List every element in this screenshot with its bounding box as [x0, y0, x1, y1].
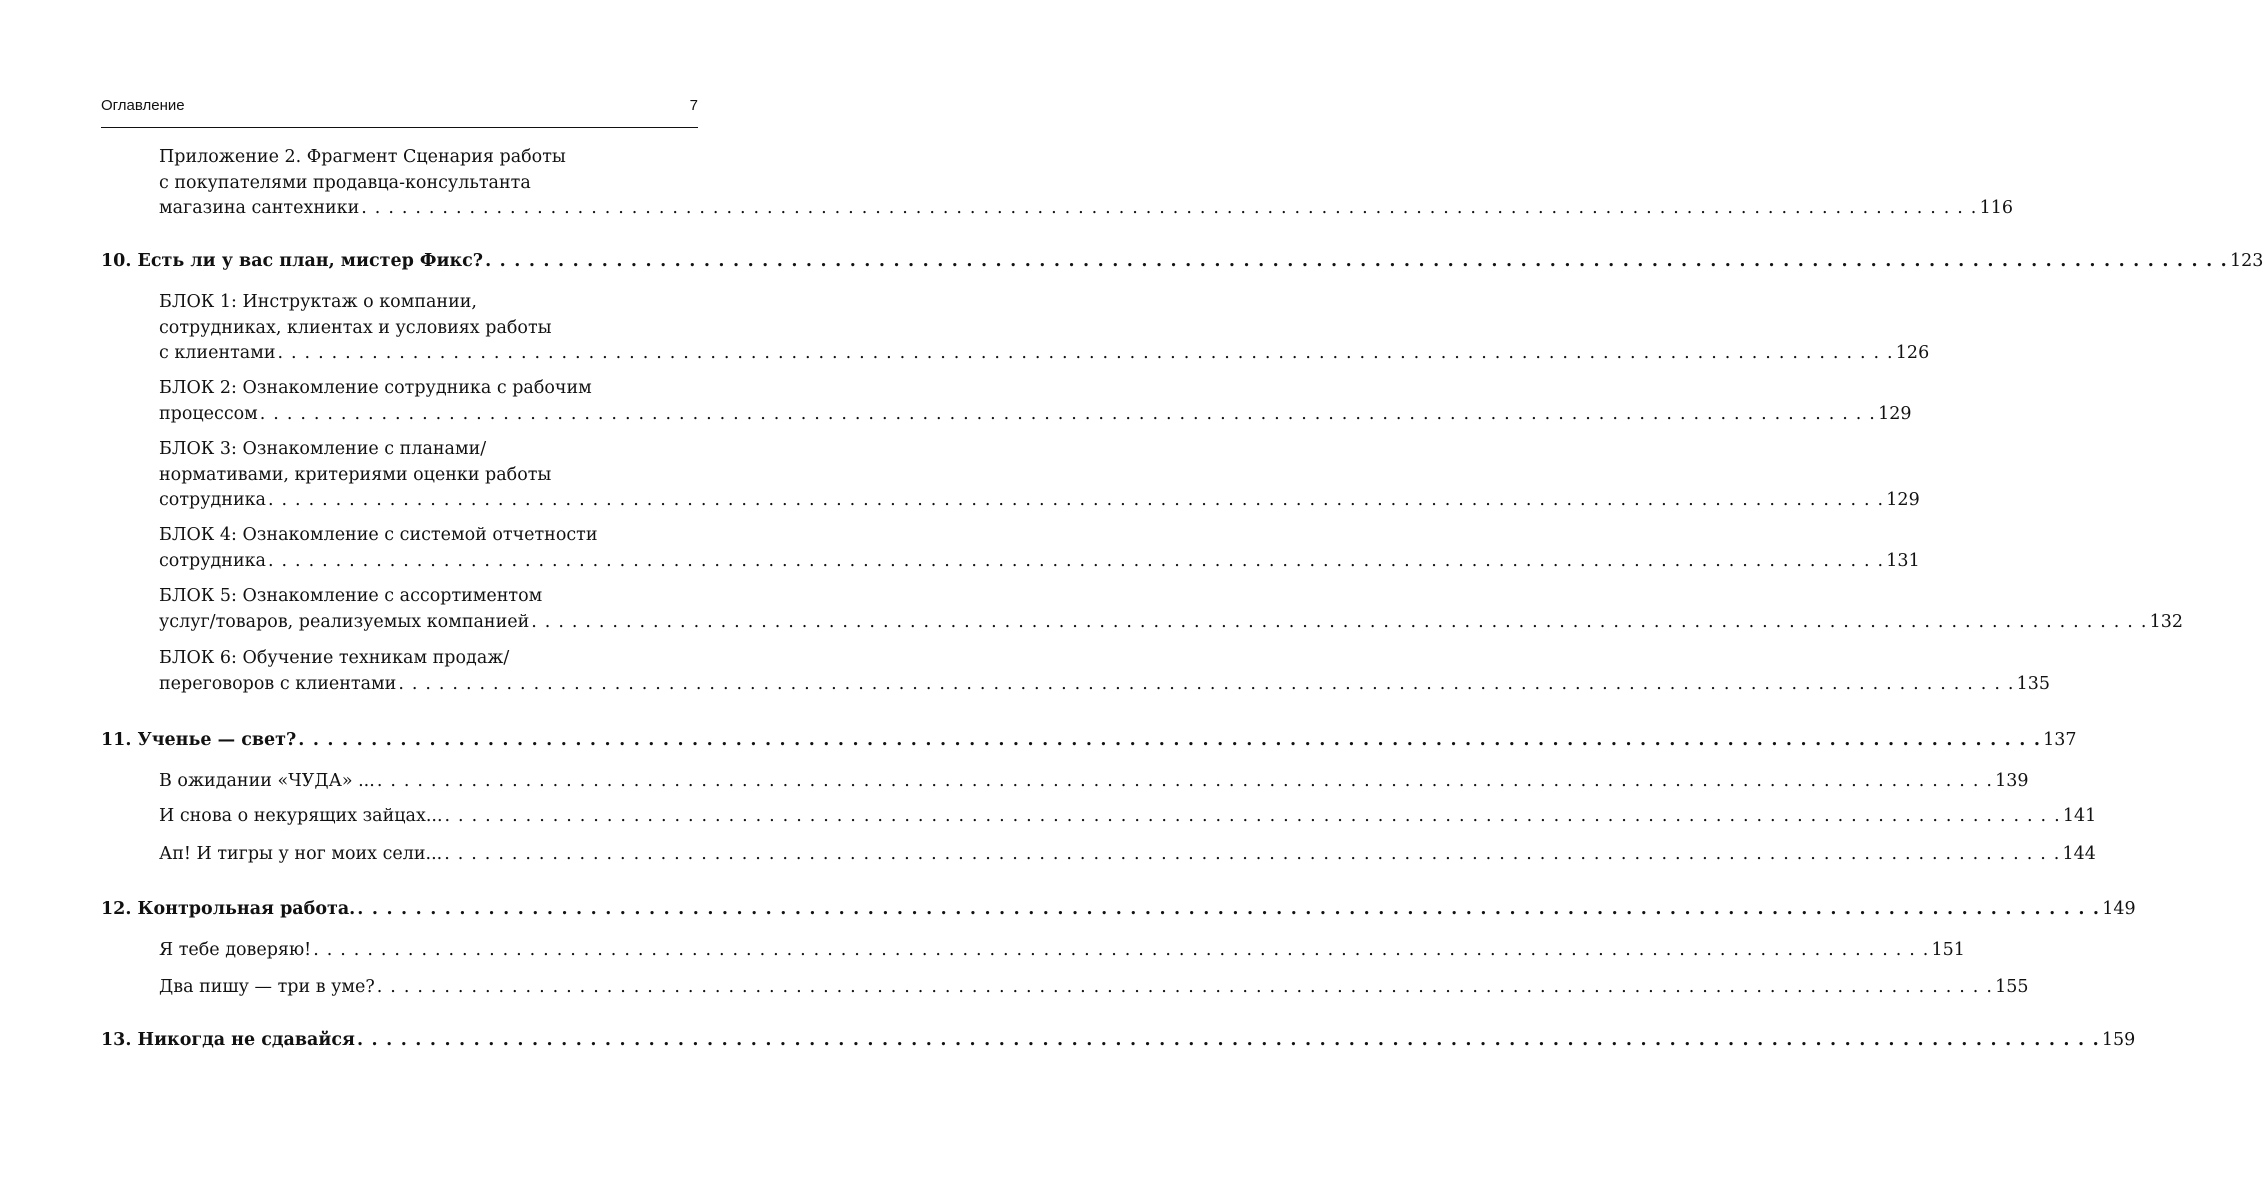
- dot-leader: . . . . . . . . . . . . . . . . . . . . . . . . . . . . . . . . . . . . . . . . . . . . . . . . . . . . . . . . . . . . . . . . . . . . . . . . . . . . . . . . . . . . . . . . . . . . . . . . . . . . . . . . . . . . . . . . . . . . . . . .: [398, 673, 2015, 694]
- dot-leader: . . . . . . . . . . . . . . . . . . . . . . . . . . . . . . . . . . . . . . . . . . . . . . . . . . . . . . . . . . . . . . . . . . . . . . . . . . . . . . . . . . . . . . . . . . . . . . . . . . . . . . . . . . . . . . . . . . . . . . . .: [531, 611, 2148, 632]
- toc-chapter-title: 13. Никогда не сдавайся: [101, 1030, 355, 1050]
- toc-page-number: 126: [1895, 343, 1930, 363]
- toc-entry-text-line: И снова о некурящих зайцах...: [159, 806, 443, 826]
- toc-entry-text-line: В ожидании «ЧУДА» ...: [159, 771, 375, 791]
- toc-chapter-13: [101, 1028, 2136, 1054]
- toc-chapter-10: [101, 249, 2263, 275]
- toc-page-number: 132: [2149, 611, 2183, 632]
- toc-page-number: 151: [1931, 940, 1965, 960]
- toc-entry-text-line: Приложение 2. Фрагмент Сценария работы: [159, 147, 566, 167]
- toc-entry-blok-3: [159, 437, 1920, 514]
- toc-entry-chuda: [159, 769, 2029, 795]
- toc-entry-text-line: БЛОК 3: Ознакомление с планами/: [159, 439, 487, 459]
- dot-leader: . . . . . . . . . . . . . . . . . . . . . . . . . . . . . . . . . . . . . . . . . . . . . . . . . . . . . . . . . . . . . . . . . . . . . . . . . . . . . . . . . . . . . . . . . . . . . . . . . . . . . . . . . . . . . . . . . . . . . . . .: [376, 771, 1994, 791]
- dot-leader: . . . . . . . . . . . . . . . . . . . . . . . . . . . . . . . . . . . . . . . . . . . . . . . . . . . . . . . . . . . . . . . . . . . . . . . . . . . . . . . . . . . . . . . . . . . . . . . . . . . . . . . . . . . . . . . . . . . . . . . .: [357, 899, 2101, 919]
- toc-page-number: 131: [1886, 550, 1920, 571]
- running-head-title: Оглавление: [101, 97, 185, 114]
- toc-entry-blok-6: [159, 646, 2051, 697]
- toc-page-number: 123: [2229, 251, 2263, 271]
- toc-entry-text-line: с покупателями продавца-консультанта: [159, 172, 531, 193]
- toc-entry-text-line: сотрудника: [159, 550, 266, 571]
- toc-entry-doveryayu: [159, 938, 1965, 964]
- toc-entry-blok-5: [159, 584, 2183, 635]
- dot-leader: . . . . . . . . . . . . . . . . . . . . . . . . . . . . . . . . . . . . . . . . . . . . . . . . . . . . . . . . . . . . . . . . . . . . . . . . . . . . . . . . . . . . . . . . . . . . . . . . . . . . . . . . . . . . . . . . . . . . . . . .: [259, 403, 1877, 424]
- toc-entry-text-line: нормативами, критериями оценки работы: [159, 464, 552, 485]
- toc-chapter-11: [101, 728, 2077, 754]
- toc-page-number: 155: [1995, 977, 2029, 997]
- dot-leader: . . . . . . . . . . . . . . . . . . . . . . . . . . . . . . . . . . . . . . . . . . . . . . . . . . . . . . . . . . . . . . . . . . . . . . . . . . . . . . . . . . . . . . . . . . . . . . . . . . . . . . . . . . . . . . . . . . . . . . . .: [268, 490, 1885, 510]
- toc-chapter-title: 12. Контрольная работа.: [101, 899, 356, 919]
- toc-entry-text-line: сотрудника: [159, 490, 266, 510]
- toc-page-number: 149: [2102, 899, 2136, 919]
- toc-entry-text-line: сотрудниках, клиентах и условиях работы: [159, 317, 552, 338]
- toc-entry-text-line: услуг/товаров, реализуемых компанией: [159, 611, 530, 632]
- toc-entry-dva-pishu: [159, 975, 2029, 1001]
- dot-leader: . . . . . . . . . . . . . . . . . . . . . . . . . . . . . . . . . . . . . . . . . . . . . . . . . . . . . . . . . . . . . . . . . . . . . . . . . . . . . . . . . . . . . . . . . . . . . . . . . . . . . . . . . . . . . . . . . . . . . . . .: [361, 198, 1978, 218]
- toc-entry-text-line: БЛОК 1: Инструктаж о компании,: [159, 292, 477, 312]
- toc-entry-text-line: Я тебе доверяю!: [159, 940, 312, 960]
- toc-page-number: 139: [1995, 771, 2029, 791]
- dot-leader: . . . . . . . . . . . . . . . . . . . . . . . . . . . . . . . . . . . . . . . . . . . . . . . . . . . . . . . . . . . . . . . . . . . . . . . . . . . . . . . . . . . . . . . . . . . . . . . . . . . . . . . . . . . . . . . . . . . . . . . .: [444, 844, 2061, 864]
- toc-page-number: 116: [1979, 198, 2013, 218]
- toc-entry-text-line: БЛОК 5: Ознакомление с ассортиментом: [159, 586, 543, 606]
- toc-page-number: 137: [2043, 730, 2077, 750]
- toc-entry-text-line: Два пишу — три в уме?: [159, 977, 375, 997]
- dot-leader: . . . . . . . . . . . . . . . . . . . . . . . . . . . . . . . . . . . . . . . . . . . . . . . . . . . . . . . . . . . . . . . . . . . . . . . . . . . . . . . . . . . . . . . . . . . . . . . . . . . . . . . . . . . . . . . . . . . . . . . .: [313, 940, 1930, 960]
- toc-entry-text-line: Ап! И тигры у ног моих сели...: [159, 844, 443, 864]
- toc-entry-text-line: БЛОК 4: Ознакомление с системой отчетности: [159, 525, 598, 545]
- toc-chapter-12: [101, 897, 2136, 923]
- dot-leader: . . . . . . . . . . . . . . . . . . . . . . . . . . . . . . . . . . . . . . . . . . . . . . . . . . . . . . . . . . . . . . . . . . . . . . . . . . . . . . . . . . . . . . . . . . . . . . . . . . . . . . . . . . . . . . . . . . . . . . . .: [268, 550, 1885, 571]
- dot-leader: . . . . . . . . . . . . . . . . . . . . . . . . . . . . . . . . . . . . . . . . . . . . . . . . . . . . . . . . . . . . . . . . . . . . . . . . . . . . . . . . . . . . . . . . . . . . . . . . . . . . . . . . . . . . . . . . . . . . . . . .: [277, 343, 1894, 363]
- toc-page-number: 135: [2016, 673, 2051, 694]
- toc-entry-tigry: [159, 842, 2096, 868]
- toc-page-number: 129: [1878, 403, 1912, 424]
- toc-entry-zaitsy: [159, 804, 2097, 830]
- toc-entry-text-line: с клиентами: [159, 343, 276, 363]
- dot-leader: . . . . . . . . . . . . . . . . . . . . . . . . . . . . . . . . . . . . . . . . . . . . . . . . . . . . . . . . . . . . . . . . . . . . . . . . . . . . . . . . . . . . . . . . . . . . . . . . . . . . . . . . . . . . . . . . . . . . . . . .: [356, 1030, 2100, 1050]
- toc-entry-blok-2: [159, 376, 1912, 427]
- dot-leader: . . . . . . . . . . . . . . . . . . . . . . . . . . . . . . . . . . . . . . . . . . . . . . . . . . . . . . . . . . . . . . . . . . . . . . . . . . . . . . . . . . . . . . . . . . . . . . . . . . . . . . . . . . . . . . . . . . . . . . . .: [376, 977, 1994, 997]
- toc-page-number: 141: [2062, 806, 2097, 826]
- toc-entry-text-line: БЛОК 2: Ознакомление сотрудника с рабочим: [159, 378, 592, 398]
- toc-entry-blok-1: [159, 290, 1930, 367]
- toc-entry-blok-4: [159, 523, 1920, 574]
- toc-chapter-title: 11. Ученье — свет?: [101, 730, 297, 750]
- toc-entry-text-line: процессом: [159, 403, 258, 424]
- toc-page-number: 159: [2101, 1030, 2136, 1050]
- toc-page-number: 144: [2062, 844, 2096, 864]
- toc-page-number: 129: [1886, 490, 1920, 510]
- dot-leader: . . . . . . . . . . . . . . . . . . . . . . . . . . . . . . . . . . . . . . . . . . . . . . . . . . . . . . . . . . . . . . . . . . . . . . . . . . . . . . . . . . . . . . . . . . . . . . . . . . . . . . . . . . . . . . . . . . . . . . . .: [444, 806, 2061, 826]
- toc-entry-appendix-2: [159, 145, 2013, 222]
- running-head-page-number: 7: [689, 97, 698, 114]
- dot-leader: . . . . . . . . . . . . . . . . . . . . . . . . . . . . . . . . . . . . . . . . . . . . . . . . . . . . . . . . . . . . . . . . . . . . . . . . . . . . . . . . . . . . . . . . . . . . . . . . . . . . . . . . . . . . . . . . . . . . . . . .: [485, 251, 2228, 271]
- toc-entry-text-line: БЛОК 6: Обучение техникам продаж/: [159, 648, 510, 668]
- toc-chapter-title: 10. Есть ли у вас план, мистер Фикс?: [101, 251, 484, 271]
- dot-leader: . . . . . . . . . . . . . . . . . . . . . . . . . . . . . . . . . . . . . . . . . . . . . . . . . . . . . . . . . . . . . . . . . . . . . . . . . . . . . . . . . . . . . . . . . . . . . . . . . . . . . . . . . . . . . . . . . . . . . . . .: [298, 730, 2042, 750]
- toc-entry-text-line: переговоров с клиентами: [159, 673, 397, 694]
- toc-entry-text-line: магазина сантехники: [159, 198, 360, 218]
